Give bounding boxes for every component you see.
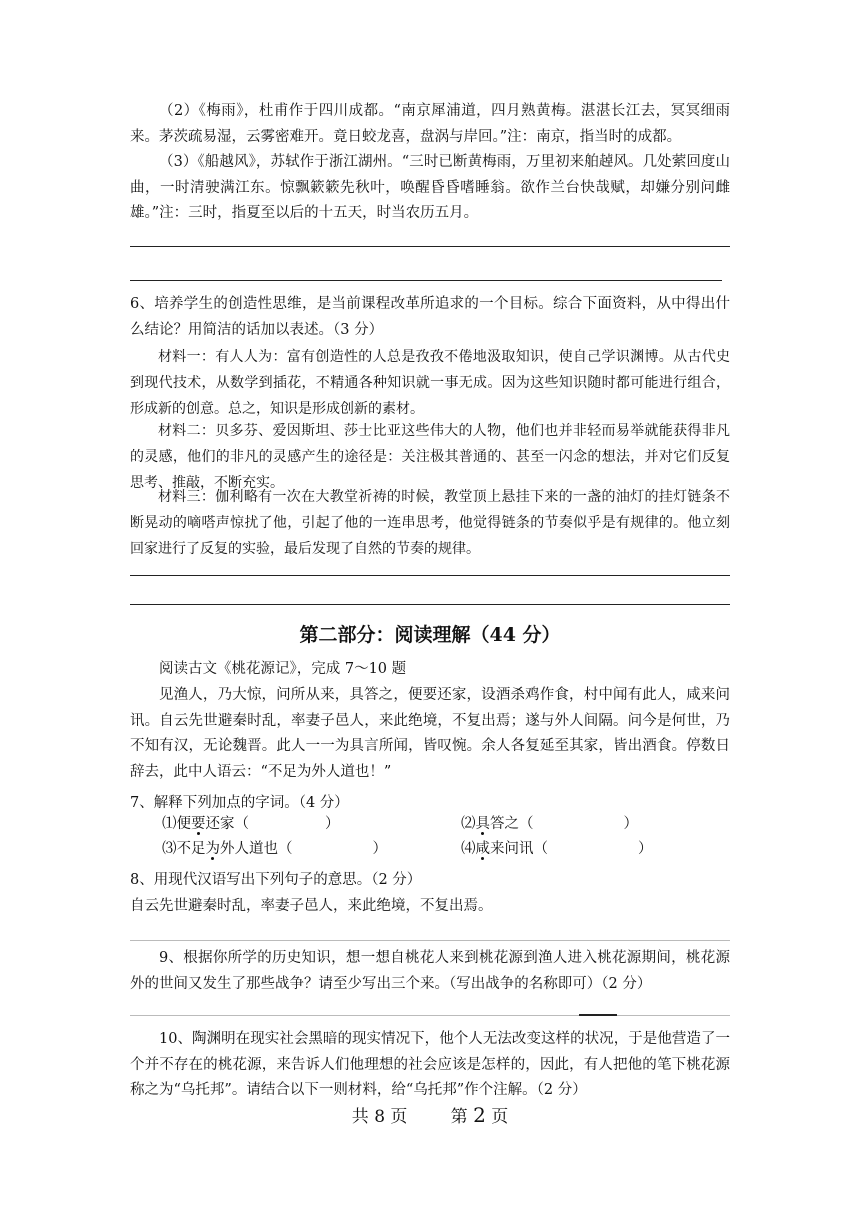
passage-text: 见渔人，乃大惊，问所从来，具答之，便要还家，设酒杀鸡作食，村中闻有此人，咸来问讯。自云先世避秦时乱，率妻子邑人，来此绝境，不复出焉；遂与外人间隔。问今是何世，乃不知有汉，无论魏晋。此人一一为具言所闻，皆叹惋。余人各复延至其家，皆出酒食。停数日辞去，此中人语云：“不足为外人道也！” (130, 687, 730, 780)
reading-intro: 阅读古文《桃花源记》，完成 7～10 题 (159, 661, 407, 677)
question-7: 7、解释下列加点的字词。（4 分） (130, 795, 349, 811)
q8-sentence: 自云先世避秦时乱，率妻子邑人，来此绝境，不复出焉。 (130, 898, 493, 914)
answer-line (130, 604, 730, 605)
answer-line (130, 575, 730, 576)
question-9: 9、根据你所学的历史知识，想一想自桃花人来到桃花源到渔人进入桃花源期间，桃花源外的世间又发生了那些战争？请至少写出三个来。（写出战争的名称即可）（2 分） (130, 950, 730, 992)
q7-item-3: ⑶不足为外人道也（ ） (162, 841, 387, 857)
q7-item-2: ⑵具答之（ ） (461, 816, 638, 832)
page-footer: 共 8 页 第 2 页 (351, 1103, 509, 1127)
answer-line (130, 246, 730, 247)
answer-line (130, 280, 722, 281)
total-pages: 8 (374, 1107, 386, 1127)
poem-3-text: （3）《船越风》，苏轼作于浙江湖州。“三时已断黄梅雨，万里初来舶趠风。几处萦回度山曲，一时清驶满江东。惊飘簌簌先秋叶，唤醒昏昏嗜睡翁。欲作兰台快哉赋，却嫌分别问雌雄。”注：三时，指夏至以后的十五天，时当农历五月。 (130, 154, 730, 221)
answer-line (130, 1015, 730, 1016)
question-10: 10、陶渊明在现实社会黑暗的现实情况下，他个人无法改变这样的状况，于是他营造了一个并不存在的桃花源，来告诉人们他理想的社会应该是怎样的，因此，有人把他的笔下桃花源称之为“乌托邦”。请结合以下一则材料，给“乌托邦”作个注解。（2 分） (130, 1031, 730, 1098)
question-8: 8、用现代汉语写出下列句子的意思。（2 分） (130, 872, 422, 888)
answer-line (130, 940, 730, 941)
question-6: 6、培养学生的创造性思维，是当前课程改革所追求的一个目标。综合下面资料，从中得出什么结论？用简洁的话加以表述。（3 分） (130, 296, 730, 338)
material-3: 材料三：伽利略有一次在大教堂祈祷的时候，教堂顶上悬挂下来的一盏的油灯的挂灯链条不断晃动的嘀嗒声惊扰了他，引起了他的一连串思考，他觉得链条的节奏似乎是有规律的。他立刻回家进行了反复的实验，最后发现了自然的节奏的规律。 (130, 489, 730, 557)
section-heading: 第二部分：阅读理解（44 分） (299, 624, 561, 646)
material-1: 材料一：有人人为：富有创造性的人总是孜孜不倦地汲取知识，使自己学识渊博。从古代史到现代技术，从数学到插花，不精通各种知识就一事无成。因为这些知识随时都可能进行组合，形成新的创意。总之，知识是形成创新的素材。 (130, 349, 730, 417)
current-page: 2 (473, 1103, 486, 1127)
poem-2-text: （2）《梅雨》，杜甫作于四川成都。“南京犀浦道，四月熟黄梅。湛湛长江去，冥冥细雨来。茅茨疏易湿，云雾密难开。竟日蛟龙喜，盘涡与岸回。”注：南京，指当时的成都。 (130, 103, 730, 145)
answer-line-mark (579, 1014, 617, 1016)
material-2: 材料二：贝多芬、爱因斯坦、莎士比亚这些伟大的人物，他们也并非轻而易举就能获得非凡的灵感，他们的非凡的灵感产生的途径是：关注极其普通的、甚至一闪念的想法，并对它们反复思考、推敲，不断充实。 (130, 423, 730, 491)
q7-item-4: ⑷咸来问讯（ ） (461, 841, 653, 857)
q7-item-1: ⑴便要还家（ ） (162, 816, 340, 832)
